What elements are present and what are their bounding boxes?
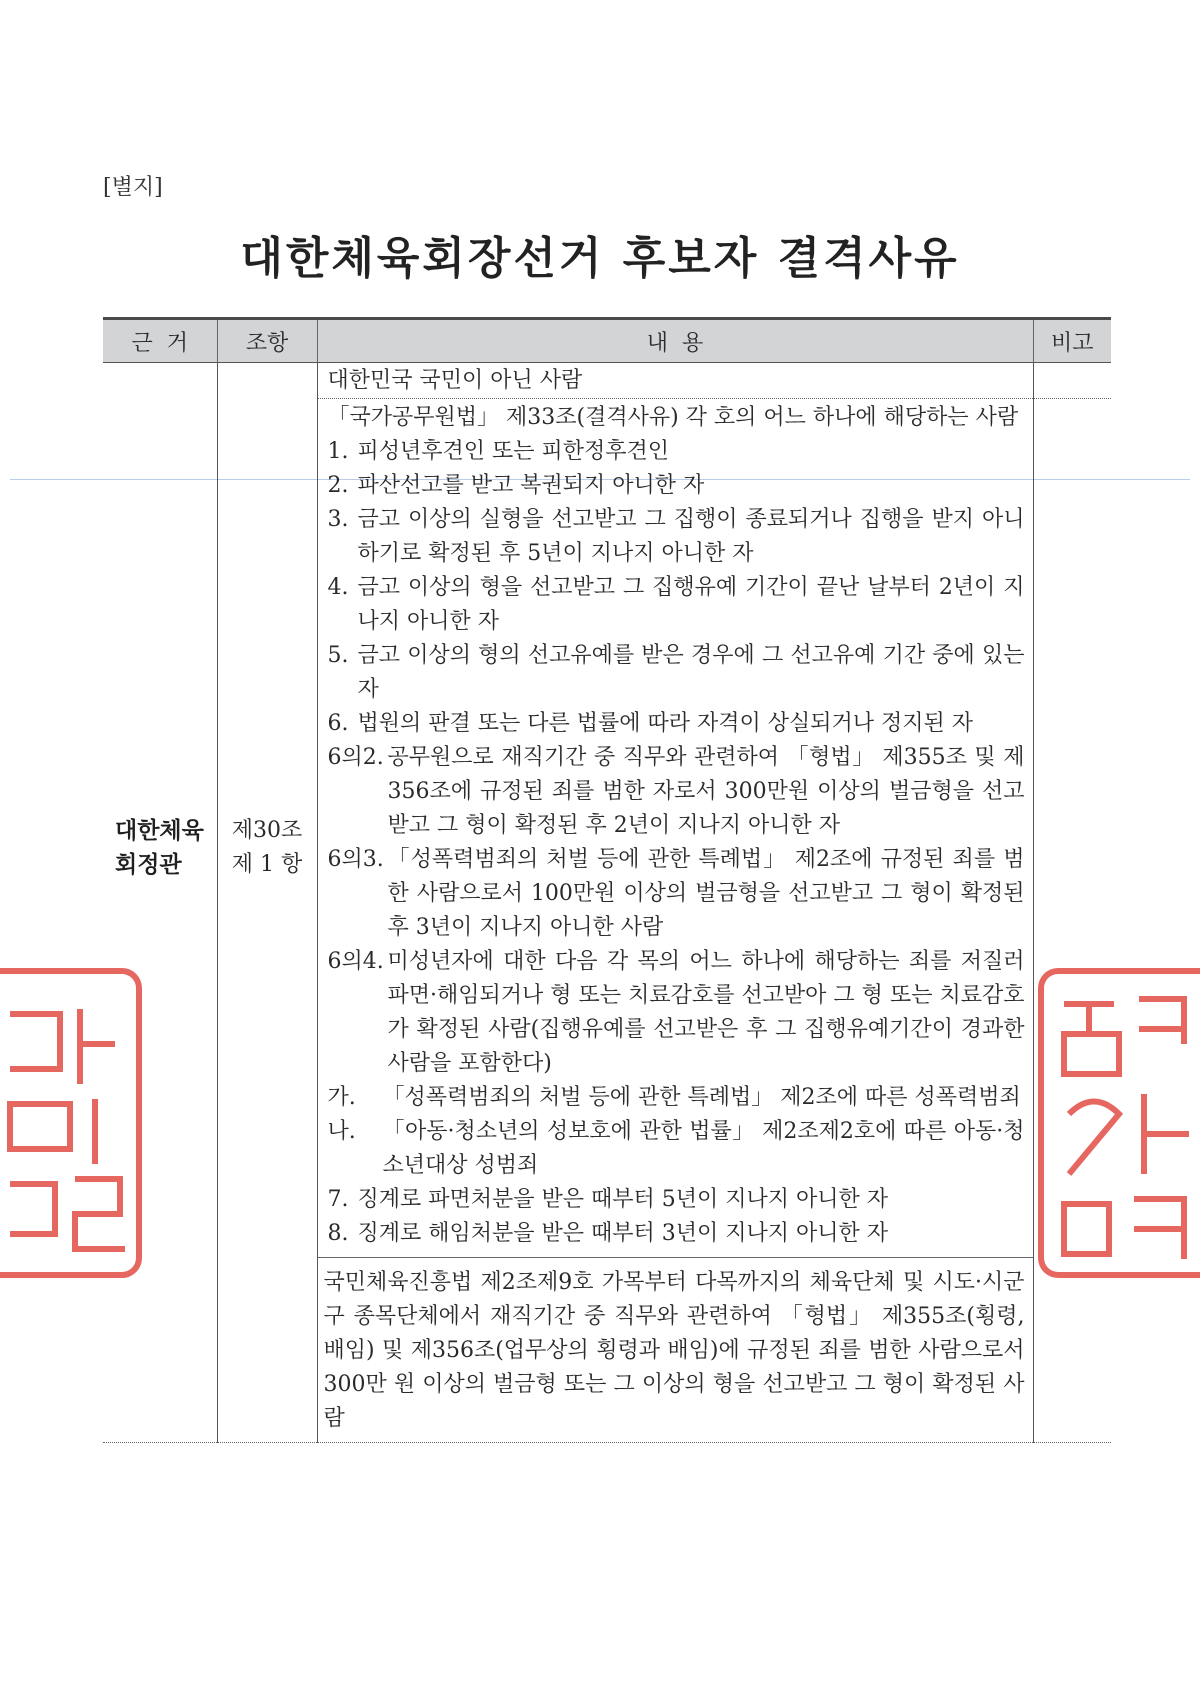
list-item [328, 1183, 1025, 1217]
list-item-number: 3. [327, 507, 349, 532]
header-note: 비고 [1033, 319, 1111, 363]
disqualification-table [103, 317, 1111, 1443]
clause-cell [217, 363, 317, 1443]
sub-list-item-text: 미성년자에 대한 다음 각 목의 어느 하나에 해당하는 죄를 저질러 파면·해임되거나 형 또는 치료감호를 선고받아 그 형 또는 치료감호가 확정된 사람(집행유예를 선고받은 후 그 집행유예기간이 경과한 사람을 포함한다) [387, 949, 1025, 1076]
clause-article: 제30조 [231, 817, 303, 843]
letter-list-item-number: 가. [327, 1085, 356, 1110]
list-item [328, 639, 1025, 707]
list-item [328, 1217, 1025, 1251]
table-body-row [103, 363, 1111, 1443]
list-item-number: 4. [327, 575, 349, 600]
header-clause: 조항 [217, 319, 317, 363]
list-item-number: 8. [327, 1221, 349, 1246]
note-row-1 [1034, 363, 1112, 399]
content-cell [317, 363, 1033, 1443]
letter-list-item-number: 나. [327, 1119, 356, 1144]
list-item-text: 금고 이상의 실형을 선고받고 그 집행이 종료되거나 집행을 받지 아니하기로 확정된 후 5년이 지나지 아니한 자 [357, 507, 1025, 566]
list-item [328, 469, 1025, 503]
sub-list-item-number: 6의2. [327, 745, 384, 770]
document-title: 대한체육회장선거 후보자 결격사유 [240, 233, 960, 284]
seal-right-glyph [1044, 974, 1200, 1272]
sub-list-item-number: 6의4. [327, 949, 384, 974]
appendix-label: [별지] [103, 175, 163, 200]
list-item-number: 2. [327, 473, 349, 498]
sub-list-item-text: 「성폭력범죄의 처벌 등에 관한 특례법」 제2조에 규정된 죄를 범한 사람으로서 100만원 이상의 벌금형을 선고받고 그 형이 확정된 후 3년이 지나지 아니한 사람 [387, 847, 1025, 940]
list-item-number: 7. [327, 1187, 349, 1212]
seal-left-glyph [0, 974, 136, 1272]
sub-list-item-text: 공무원으로 재직기간 중 직무와 관련하여 「형법」 제355조 및 제356조에 규정된 죄를 범한 자로서 300만원 이상의 벌금형을 선고받고 그 형이 확정된 후 2년이 지나지 아니한 자 [387, 745, 1025, 838]
disqualification-final-items [328, 1183, 1025, 1251]
header-content: 내 용 [317, 319, 1033, 363]
official-seal-left [0, 968, 142, 1278]
list-item-number: 6. [327, 711, 349, 736]
official-seal-right [1038, 968, 1200, 1278]
list-item [328, 503, 1025, 571]
letter-list-item-text: 「성폭력범죄의 처벌 등에 관한 특례법」 제2조에 따른 성폭력범죄 [382, 1085, 1021, 1110]
content-row-sports-promotion-act: 국민체육진흥법 제2조제9호 가목부터 다목까지의 체육단체 및 시도·시군구 종목단체에서 재직기간 중 직무와 관련하여 「형법」 제355조(횡령, 배임) 및 제356조(업무상의 횡령과 배임)에 규정된 죄를 범한 사람으로서 300만 원 이상의 벌금형 또는 그 이상의 형을 선고받고 그 형이 확정된 사람 [323, 1270, 1025, 1431]
letter-list-item [328, 1115, 1025, 1183]
basis-cell [103, 363, 217, 1443]
list-item-text: 금고 이상의 형의 선고유예를 받은 경우에 그 선고유예 기간 중에 있는 자 [357, 643, 1025, 702]
content-row-civil-servant-act [318, 399, 1033, 1258]
letter-list-item-text: 「아동·청소년의 성보호에 관한 법률」 제2조제2호에 따른 아동·청소년대상 성범죄 [382, 1119, 1025, 1178]
sub-list-item [328, 843, 1025, 945]
sub-list-item [328, 741, 1025, 843]
list-item [328, 435, 1025, 469]
list-item-text: 금고 이상의 형을 선고받고 그 집행유예 기간이 끝난 날부터 2년이 지나지 아니한 자 [357, 575, 1025, 634]
letter-list-item [328, 1081, 1025, 1115]
table-header-row [103, 319, 1111, 363]
civil-servant-act-intro: 「국가공무원법」 제33조(결격사유) 각 호의 어느 하나에 해당하는 사람 [327, 405, 1019, 430]
sub-list-item-number: 6의3. [327, 847, 384, 872]
list-item-number: 1. [327, 439, 349, 464]
list-item-text: 징계로 해임처분을 받은 때부터 3년이 지나지 아니한 자 [357, 1221, 888, 1246]
header-basis: 근 거 [103, 319, 217, 363]
disqualification-subitems [328, 741, 1025, 1081]
content-row-nationality: 대한민국 국민이 아닌 사람 [318, 363, 1033, 399]
basis-text: 대한체육회정관 [115, 817, 204, 878]
clause-paragraph: 제 1 항 [231, 851, 303, 877]
disqualification-letter-items [328, 1081, 1025, 1183]
list-item-text: 징계로 파면처분을 받은 때부터 5년이 지나지 아니한 자 [357, 1187, 888, 1212]
list-item-text: 파산선고를 받고 복권되지 아니한 자 [357, 473, 705, 498]
list-item-text: 피성년후견인 또는 피한정후견인 [357, 439, 670, 464]
list-item [328, 707, 1025, 741]
note-cell [1033, 363, 1111, 1443]
disqualification-items [328, 435, 1025, 741]
sub-list-item [328, 945, 1025, 1081]
list-item-text: 법원의 판결 또는 다른 법률에 따라 자격이 상실되거나 정지된 자 [357, 711, 973, 736]
list-item [328, 571, 1025, 639]
list-item-number: 5. [327, 643, 349, 668]
